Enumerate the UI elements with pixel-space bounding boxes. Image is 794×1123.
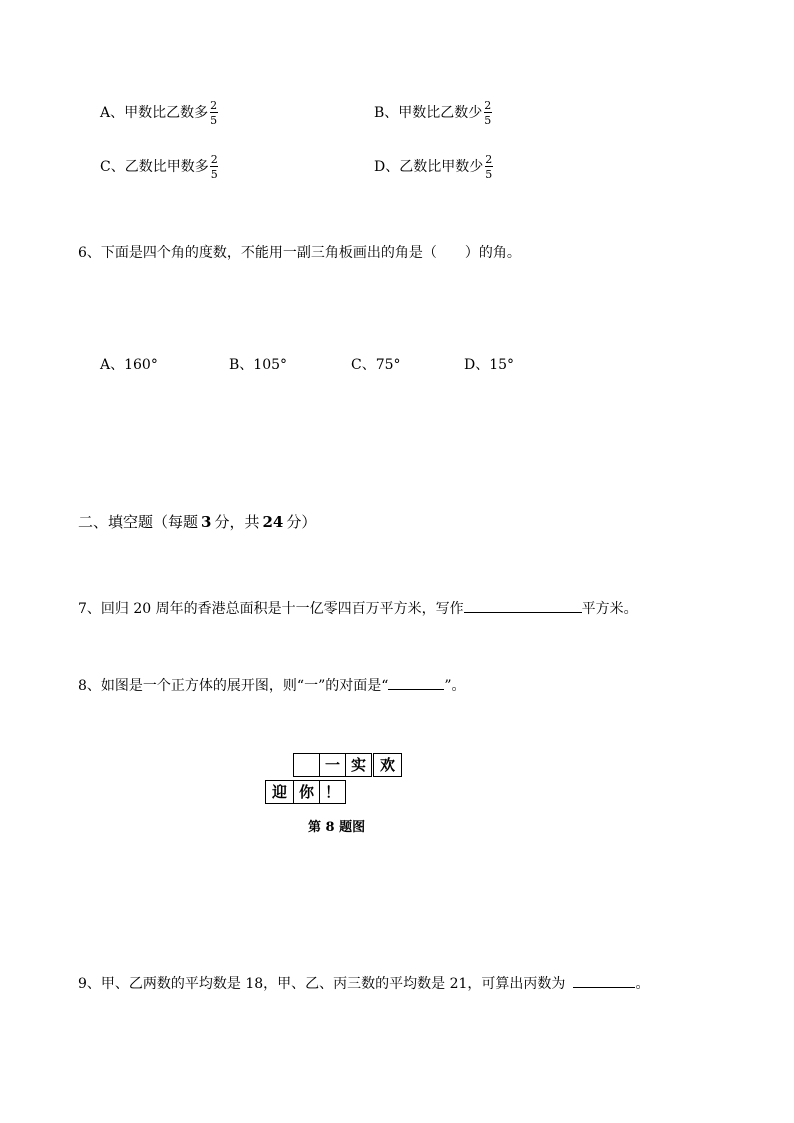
score-each: 3 bbox=[201, 513, 212, 531]
net-cell-2: 实 bbox=[345, 753, 372, 777]
section-heading-middle: 分，共 bbox=[214, 513, 260, 531]
q5-option-b-label: B、甲数比乙数少 bbox=[374, 105, 483, 121]
fraction-denominator: 5 bbox=[210, 114, 218, 127]
q5-option-d bbox=[374, 154, 493, 180]
q5-option-a-fraction bbox=[209, 100, 218, 126]
net-cell-blank bbox=[293, 753, 320, 777]
section-heading bbox=[78, 515, 316, 530]
fraction-numerator: 2 bbox=[485, 153, 493, 166]
q8-answer-blank[interactable] bbox=[388, 675, 444, 690]
q6-option-a: A、160° bbox=[100, 357, 158, 373]
q6-option-c: C、75° bbox=[351, 357, 401, 373]
q5-option-a-label: A、甲数比乙数多 bbox=[100, 105, 209, 121]
section-heading-suffix: 分） bbox=[286, 513, 317, 531]
q9-line bbox=[78, 973, 649, 991]
q5-option-d-label: D、乙数比甲数少 bbox=[374, 159, 484, 175]
q9-text-end: 。 bbox=[635, 976, 650, 992]
fraction-denominator: 5 bbox=[210, 168, 218, 181]
q5-option-b-fraction bbox=[483, 100, 492, 126]
q6-option-d: D、15° bbox=[464, 357, 515, 373]
fraction-denominator: 5 bbox=[485, 168, 493, 181]
section-heading-prefix: 二、填空题（每题 bbox=[78, 513, 199, 531]
net-cell-4: 迎 bbox=[265, 780, 294, 804]
fraction-denominator: 5 bbox=[484, 114, 492, 127]
q5-option-a bbox=[100, 100, 218, 126]
figure-caption: 第 8 题图 bbox=[308, 820, 366, 835]
q7-line bbox=[78, 598, 638, 616]
q7-answer-blank[interactable] bbox=[464, 598, 582, 613]
q7-unit: 平方米。 bbox=[581, 601, 638, 617]
q9-answer-blank[interactable] bbox=[573, 973, 635, 988]
q5-option-b bbox=[374, 100, 492, 126]
q6-stem: 6、下面是四个角的度数，不能用一副三角板画出的角是（ ）的角。 bbox=[78, 245, 521, 261]
net-cell-3: 欢 bbox=[373, 753, 402, 777]
net-cell-6: ！ bbox=[319, 780, 346, 804]
q5-option-d-fraction bbox=[484, 154, 493, 180]
fraction-numerator: 2 bbox=[484, 99, 492, 112]
q8-text-end: ”。 bbox=[444, 678, 466, 694]
net-cell-1: 一 bbox=[319, 753, 346, 777]
net-cell-5: 你 bbox=[293, 780, 320, 804]
q6-option-b: B、105° bbox=[229, 357, 288, 373]
score-total: 24 bbox=[262, 513, 284, 531]
q5-option-c-label: C、乙数比甲数多 bbox=[100, 159, 209, 175]
q8-line bbox=[78, 675, 466, 693]
q5-option-c-fraction bbox=[210, 154, 219, 180]
fraction-numerator: 2 bbox=[210, 99, 218, 112]
fraction-numerator: 2 bbox=[210, 153, 218, 166]
q7-text: 7、回归 20 周年的香港总面积是十一亿零四百万平方米，写作 bbox=[78, 601, 464, 617]
q8-text: 8、如图是一个正方体的展开图，则“一”的对面是“ bbox=[78, 678, 389, 694]
q5-option-c bbox=[100, 154, 219, 180]
q9-text: 9、甲、乙两数的平均数是 18，甲、乙、丙三数的平均数是 21，可算出丙数为 bbox=[78, 976, 566, 992]
